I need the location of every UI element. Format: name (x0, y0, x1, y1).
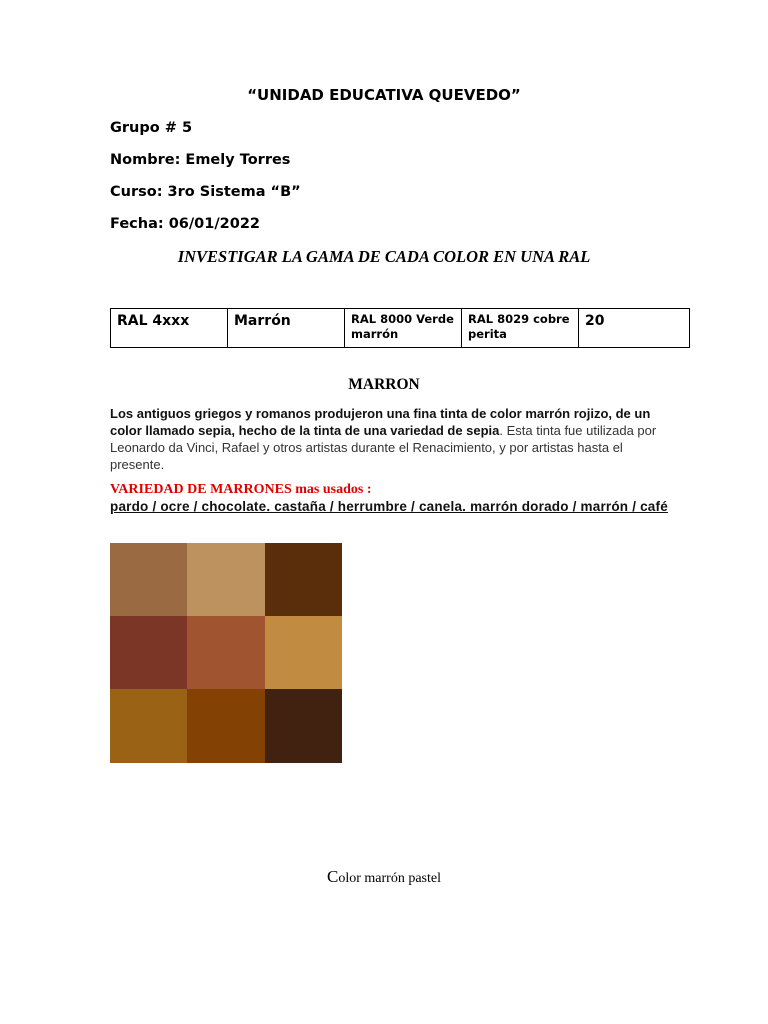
school-title: “UNIDAD EDUCATIVA QUEVEDO” (247, 86, 521, 104)
section-heading: MARRON (348, 376, 420, 393)
table-row (111, 309, 690, 348)
color-swatch (187, 689, 265, 763)
table-cell: Marrón (228, 309, 345, 348)
variety-label: VARIEDAD DE MARRONES mas usados : (110, 482, 372, 497)
color-swatch (187, 616, 265, 689)
table-cell: RAL 4xxx (111, 309, 228, 348)
name-line: Nombre: Emely Torres (110, 152, 291, 168)
caption-text: olor marrón pastel (338, 871, 441, 886)
color-swatch (110, 616, 187, 689)
color-swatch (265, 689, 342, 763)
shades-list: pardo / ocre / chocolate. castaña / herrumbre / canela. marrón dorado / marrón / café (110, 499, 668, 514)
table-cell: 20 (579, 309, 690, 348)
color-swatch (110, 689, 187, 763)
table-cell: RAL 8000 Verde marrón (345, 309, 462, 348)
ral-table (110, 308, 690, 348)
page-title: INVESTIGAR LA GAMA DE CADA COLOR EN UNA RAL (177, 247, 591, 266)
sepia-paragraph (110, 405, 670, 473)
color-swatch-grid (110, 543, 342, 763)
color-swatch (110, 543, 187, 616)
caption-initial: C (327, 867, 339, 886)
paragraph-bold-text: Los antiguos griegos y romanos produjeron una fina tinta de color marrón rojizo, de un color llamado sepia, hecho de la tinta de una variedad de sepia (110, 406, 651, 438)
color-swatch (265, 616, 342, 689)
date-line: Fecha: 06/01/2022 (110, 216, 261, 232)
color-swatch (187, 543, 265, 616)
course-line: Curso: 3ro Sistema “B” (110, 184, 301, 200)
table-cell: RAL 8029 cobre perita (462, 309, 579, 348)
paragraph-text: . Esta tinta fue utilizada por Leonardo da Vinci, Rafael y otros artistas durante el Renacimiento, y por artistas hasta el presente. (110, 423, 657, 472)
group-line: Grupo # 5 (110, 120, 193, 136)
color-swatch (265, 543, 342, 616)
image-caption (0, 867, 768, 887)
